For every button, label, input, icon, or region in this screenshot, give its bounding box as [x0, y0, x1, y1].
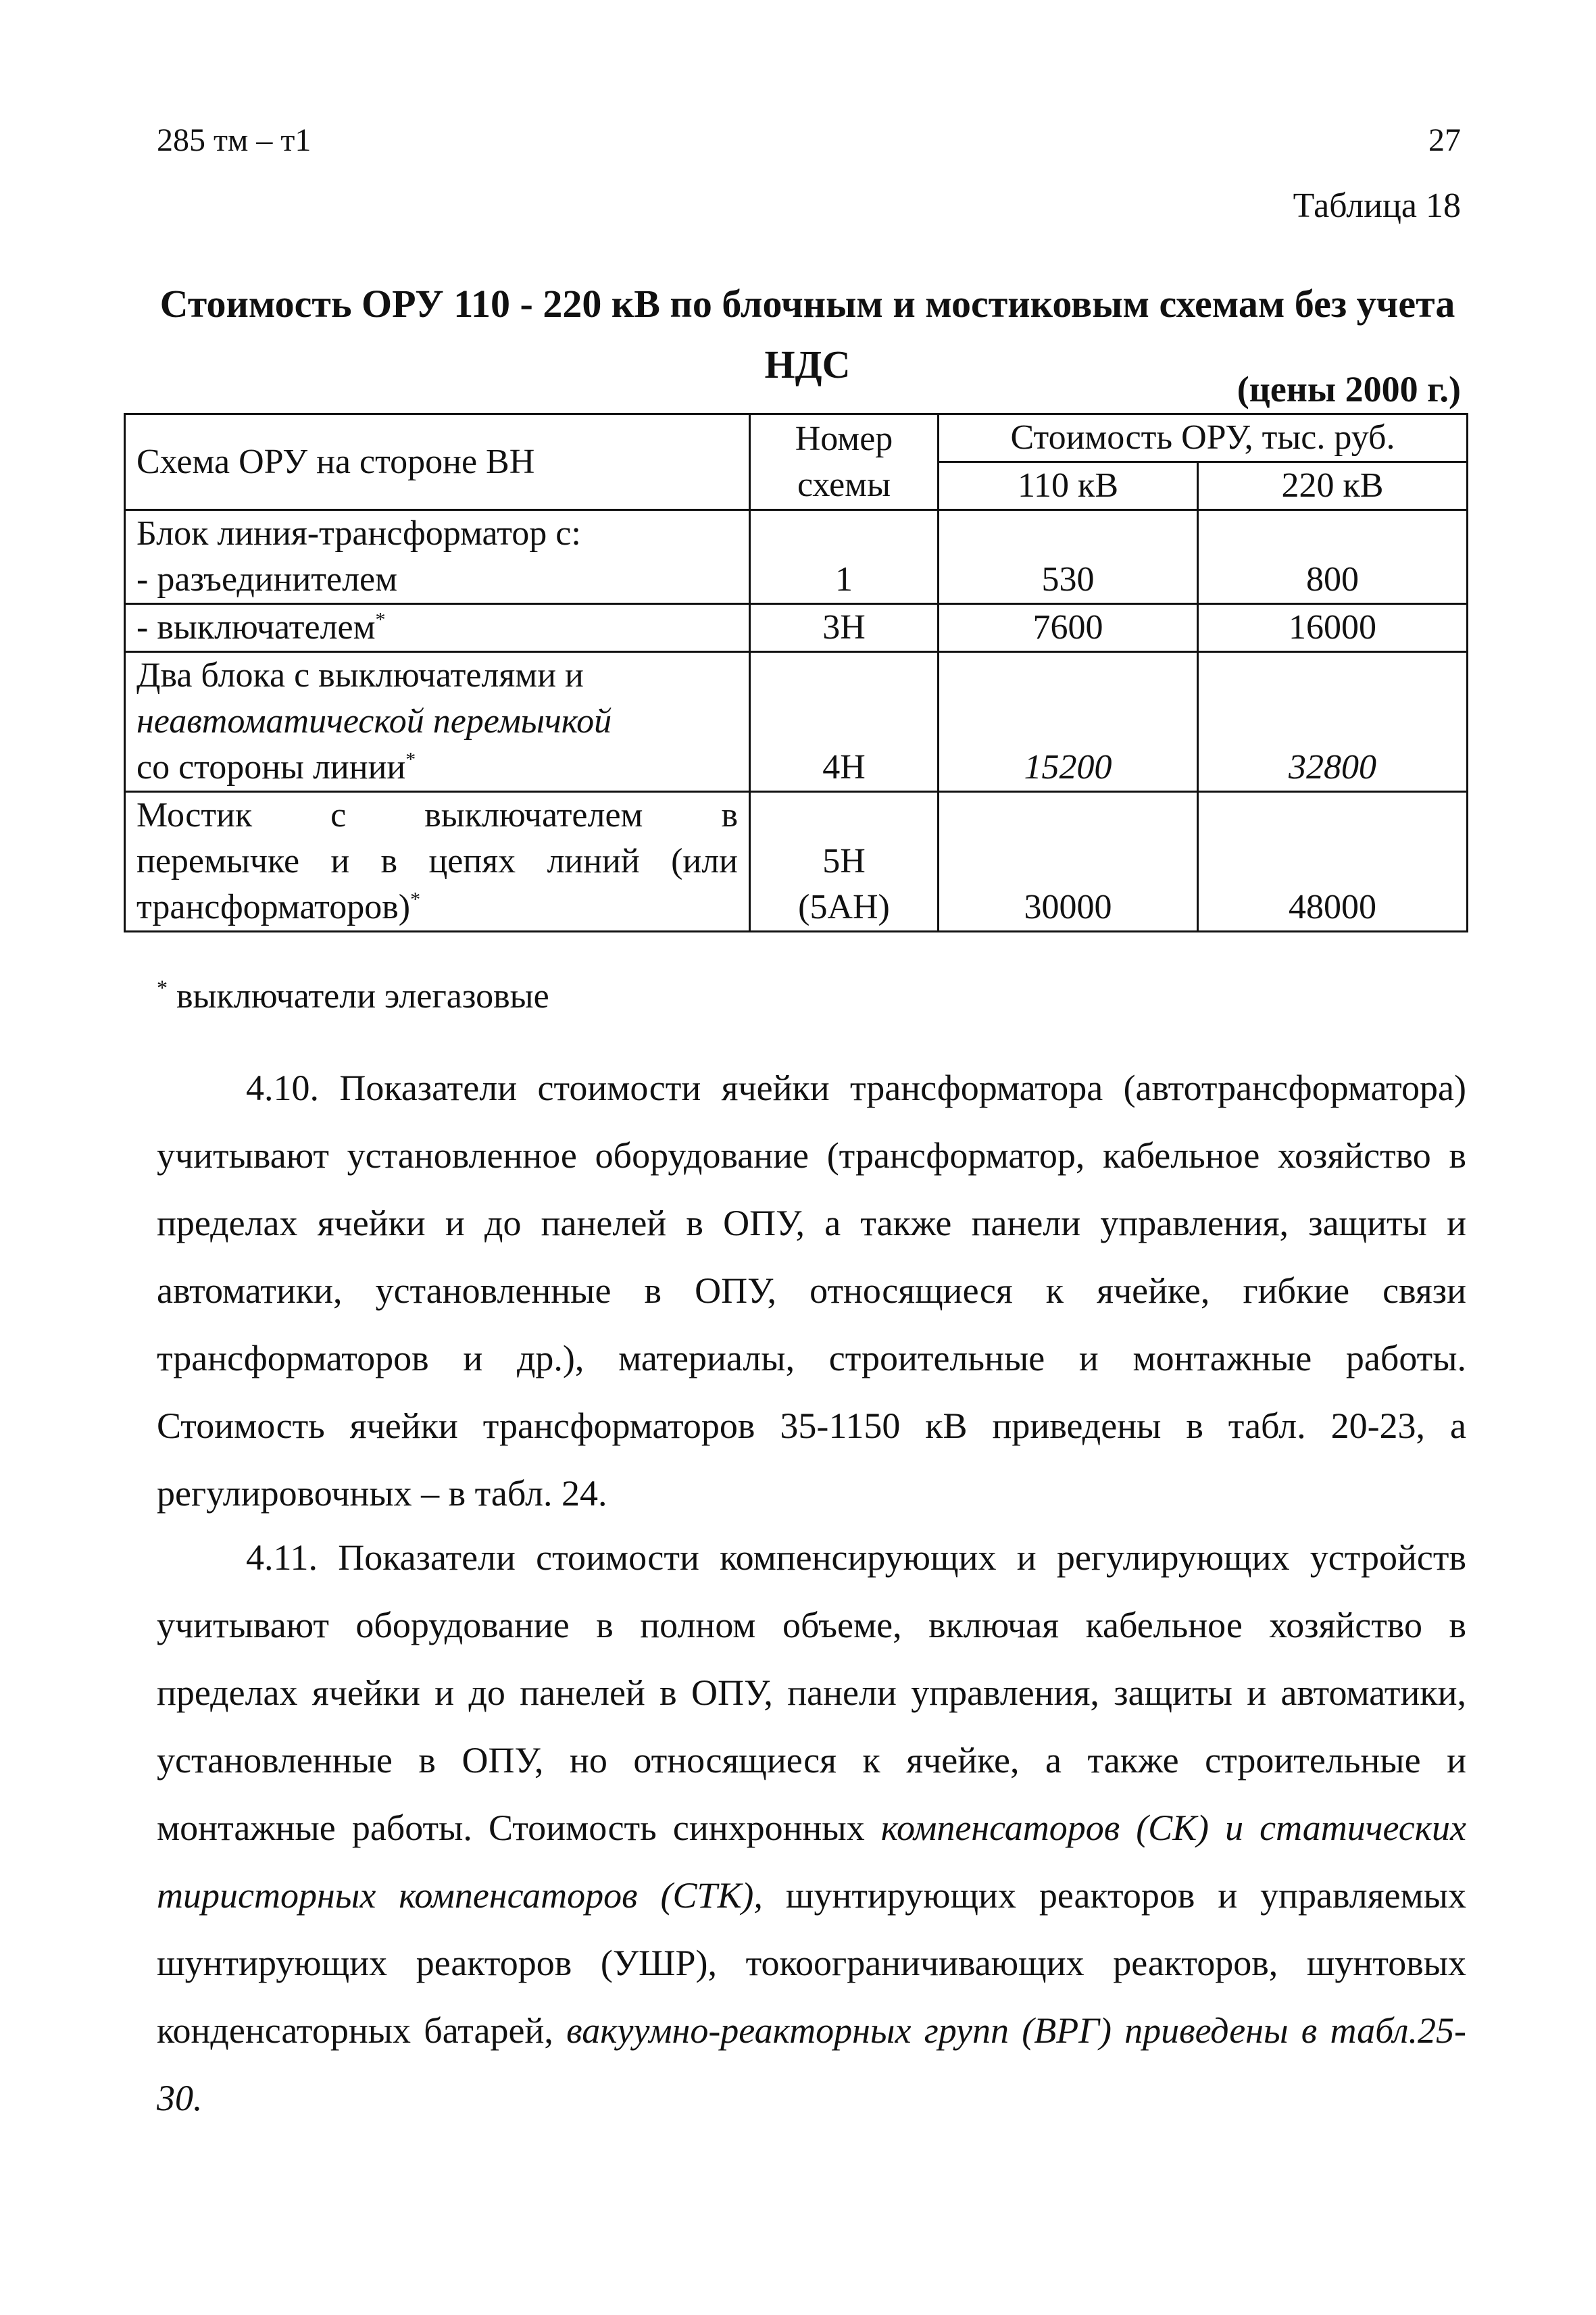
row-label-line: неавтоматической перемычкой	[136, 702, 612, 741]
row-scheme-cell	[125, 792, 750, 932]
table-row	[125, 510, 1468, 604]
row-label-line: трансформаторов)	[136, 888, 411, 926]
document-code: 285 тм – т1	[157, 122, 311, 158]
footnote	[157, 976, 549, 1016]
table-title: Стоимость ОРУ 110 - 220 кВ по блочным и мостиковым схемам без учета НДС	[159, 282, 1455, 387]
paragraph-text: шунтирующих реакторов и управляемых шунтирующих реакторов (УШР), токоограничивающих реакторов, шунтовых конденсаторных батарей,	[157, 1875, 1467, 2051]
row-number-cell: 4Н	[750, 652, 939, 792]
row-label-line-wrap	[136, 885, 738, 930]
header-scheme-hv: Схема ОРУ на стороне ВН	[125, 414, 750, 510]
row-scheme-cell	[125, 652, 750, 792]
row-number-cell: 1	[750, 510, 939, 604]
row-scheme-cell	[125, 510, 750, 604]
table-row	[125, 604, 1468, 652]
footnote-text: выключатели элегазовые	[176, 977, 549, 1016]
header-220kv: 220 кВ	[1198, 462, 1468, 510]
row-label-line: Блок линия-трансформатор с:	[136, 514, 581, 553]
row-label-line: - выключателем	[136, 608, 376, 647]
prices-note: (цены 2000 г.)	[1237, 369, 1461, 409]
row-220kv-cell: 32800	[1198, 652, 1468, 792]
table-row	[125, 792, 1468, 932]
footnote-mark: *	[157, 975, 168, 1000]
header-110kv: 110 кВ	[939, 462, 1198, 510]
row-scheme-cell	[125, 604, 750, 652]
paragraph-4-11	[157, 1524, 1466, 2132]
row-110kv-cell: 7600	[939, 604, 1198, 652]
paragraph-italic-text: вакуумно-реакторных групп (ВРГ) приведены в табл.25-30.	[157, 2010, 1466, 2118]
header-cost: Стоимость ОРУ, тыс. руб.	[939, 414, 1468, 462]
row-label-line-wrap	[136, 745, 738, 791]
cost-table	[124, 413, 1468, 932]
row-number-cell: 3Н	[750, 604, 939, 652]
row-220kv-cell: 16000	[1198, 604, 1468, 652]
row-220kv-cell: 800	[1198, 510, 1468, 604]
table-row	[125, 652, 1468, 792]
paragraph-4-10: 4.10. Показатели стоимости ячейки трансформатора (автотрансформатора) учитывают установленное оборудование (трансформатор, кабельное хозяйство в пределах ячейки и до панелей в ОПУ, а также панели управления, защиты и автоматики, установленные в ОПУ, относящиеся к ячейке, гибкие связи трансформаторов и др.), материалы, строительные и монтажные работы. Стоимость ячейки трансформаторов 35-1150 кВ приведены в табл. 20-23, а регулировочных – в табл. 24.	[157, 1068, 1466, 1514]
page-number: 27	[1428, 122, 1461, 158]
row-label-line: со стороны линии	[136, 748, 406, 787]
row-label-line: Мостик с выключателем в	[136, 796, 738, 835]
row-label-line: перемычке и в цепях линий (или	[136, 842, 738, 880]
row-110kv-cell: 15200	[939, 652, 1198, 792]
row-110kv-cell: 530	[939, 510, 1198, 604]
row-number-line: (5АН)	[798, 888, 890, 926]
table-label: Таблица 18	[1293, 186, 1461, 225]
row-number-cell	[750, 792, 939, 932]
row-number-line: 5Н	[822, 842, 866, 880]
row-label-line: Два блока с выключателями и	[136, 656, 584, 695]
footnote-mark: *	[410, 888, 421, 911]
footnote-mark: *	[405, 748, 416, 771]
paragraph-text: 4.11. Показатели стоимости компенсирующих и регулирующих устройств учитывают оборудование в полном объеме, включая кабельное хозяйство в пределах ячейки и до панелей в ОПУ, панели управления, защиты и автоматики, установленные в ОПУ, но относящиеся к ячейке, а также строительные и монтажные работы. Стоимость синхронных	[157, 1537, 1466, 1848]
footnote-mark: *	[375, 608, 386, 631]
row-label-line: - разъединителем	[136, 560, 398, 599]
header-scheme-number: Номер схемы	[750, 414, 939, 510]
row-220kv-cell: 48000	[1198, 792, 1468, 932]
row-110kv-cell: 30000	[939, 792, 1198, 932]
table-header-row	[125, 414, 1468, 462]
paragraph-italic-text: компенсаторов (СК) и статических тиристорных компенсаторов (СТК),	[157, 1808, 1466, 1916]
